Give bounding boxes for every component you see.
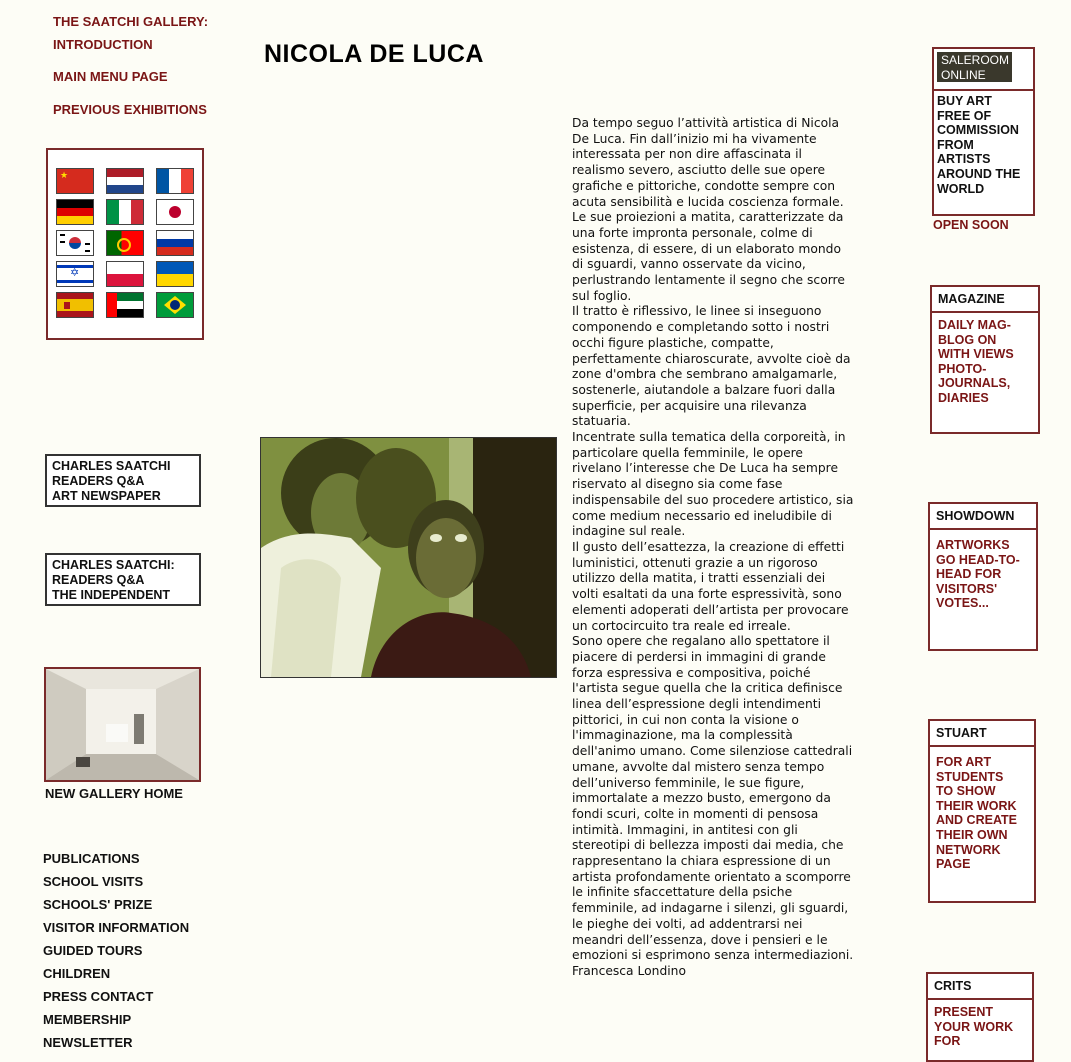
stuart-line: THEIR OWN — [936, 827, 1008, 842]
israel-flag-icon[interactable]: ✡ — [56, 261, 94, 287]
china-flag-icon[interactable]: ★ — [56, 168, 94, 194]
page-title: NICOLA DE LUCA — [264, 40, 484, 68]
box-line: CHARLES SAATCHI: — [52, 558, 175, 572]
saleroom-online-badge — [937, 52, 1012, 82]
poland-flag-icon[interactable] — [106, 261, 144, 287]
magazine-box[interactable] — [930, 285, 1040, 434]
showdown-line: HEAD FOR — [936, 567, 1002, 582]
crits-description[interactable] — [928, 1000, 1032, 1054]
stuart-line: AND CREATE — [936, 813, 1018, 828]
box-line: READERS Q&A — [52, 573, 145, 587]
uae-flag-icon[interactable] — [106, 292, 144, 318]
stuart-line: STUDENTS — [936, 769, 1004, 784]
magazine-line: DIARIES — [938, 390, 989, 405]
russia-flag-icon[interactable] — [156, 230, 194, 256]
link-press-contact[interactable]: PRESS CONTACT — [43, 989, 154, 1004]
magazine-line: WITH VIEWS — [938, 347, 1014, 362]
readers-qa-art-newspaper-box[interactable] — [45, 454, 201, 507]
stuart-heading: STUART — [930, 721, 1034, 747]
japan-flag-icon[interactable] — [156, 199, 194, 225]
link-school-visits[interactable]: SCHOOL VISITS — [43, 874, 144, 889]
saleroom-online-box[interactable] — [932, 47, 1035, 216]
magazine-heading: MAGAZINE — [932, 287, 1038, 313]
crits-box[interactable] — [926, 972, 1034, 1062]
germany-flag-icon[interactable] — [56, 199, 94, 225]
showdown-box[interactable] — [928, 502, 1038, 651]
link-guided-tours[interactable]: GUIDED TOURS — [43, 943, 143, 958]
south-korea-flag-icon[interactable] — [56, 230, 94, 256]
crits-line: YOUR WORK — [934, 1019, 1014, 1034]
language-flags-panel — [46, 148, 204, 340]
saleroom-line: FROM — [937, 137, 974, 152]
spain-flag-icon[interactable] — [56, 292, 94, 318]
brazil-flag-icon[interactable] — [156, 292, 194, 318]
stuart-line: NETWORK — [936, 842, 1001, 857]
italy-flag-icon[interactable] — [106, 199, 144, 225]
badge-line: ONLINE — [941, 68, 986, 82]
nav-main-menu[interactable]: MAIN MENU PAGE — [53, 69, 168, 84]
link-schools-prize[interactable]: SCHOOLS' PRIZE — [43, 897, 153, 912]
link-newsletter[interactable]: NEWSLETTER — [43, 1035, 133, 1050]
box-line: READERS Q&A — [52, 474, 145, 488]
crits-line: PRESENT — [934, 1005, 994, 1019]
saleroom-line: ARTISTS — [937, 152, 991, 167]
saleroom-description — [937, 94, 1020, 196]
link-visitor-information[interactable]: VISITOR INFORMATION — [43, 920, 190, 935]
stuart-line: THEIR WORK — [936, 798, 1017, 813]
badge-line: SALEROOM — [941, 53, 1010, 67]
saleroom-line: FREE OF — [937, 108, 992, 123]
magazine-line: DAILY MAG- — [938, 318, 1011, 332]
stuart-line: PAGE — [936, 857, 971, 872]
stuart-line: TO SHOW — [936, 784, 996, 799]
saleroom-line: BUY ART — [937, 94, 992, 108]
open-soon-label: OPEN SOON — [933, 218, 1009, 232]
box-line: ART NEWSPAPER — [52, 489, 161, 503]
showdown-line: ARTWORKS — [936, 538, 1010, 552]
showdown-heading: SHOWDOWN — [930, 504, 1036, 530]
crits-heading: CRITS — [928, 974, 1032, 1000]
readers-qa-independent-box[interactable] — [45, 553, 201, 606]
france-flag-icon[interactable] — [156, 168, 194, 194]
stuart-line: FOR ART — [936, 755, 992, 769]
crits-line: FOR — [934, 1034, 961, 1049]
saleroom-line: WORLD — [937, 181, 985, 196]
stuart-description[interactable] — [930, 747, 1034, 877]
magazine-description[interactable] — [932, 313, 1038, 411]
nav-saatchi-gallery[interactable]: THE SAATCHI GALLERY: — [53, 14, 209, 29]
showdown-line: VOTES... — [936, 596, 989, 611]
ukraine-flag-icon[interactable] — [156, 261, 194, 287]
new-gallery-home-image[interactable] — [44, 667, 201, 782]
link-membership[interactable]: MEMBERSHIP — [43, 1012, 132, 1027]
artwork-image — [260, 437, 557, 678]
box-line: THE INDEPENDENT — [52, 588, 171, 602]
saleroom-line: COMMISSION — [937, 123, 1019, 138]
magazine-line: PHOTO- — [938, 361, 987, 376]
portugal-flag-icon[interactable] — [106, 230, 144, 256]
magazine-line: JOURNALS, — [938, 376, 1011, 391]
link-publications[interactable]: PUBLICATIONS — [43, 851, 140, 866]
footer-links — [43, 851, 189, 1058]
nav-previous-exhibitions[interactable]: PREVIOUS EXHIBITIONS — [53, 102, 207, 117]
article-text: Da tempo seguo l’attività artistica di Nicola De Luca. Fin dall’inizio mi ha vivamente interessata per non dire affascinata il realismo severo, asciutto delle sue opere grafiche e pittoriche, condotte sempre con acuta sensibilità e lucida coscienza formale. Le sue proiezioni a matita, caratterizzate da una forte impronta personale, colme di esistenza, di essere, di un elaborato mondo di sguardi, vanno osservate da vicino, perlustrando lentamente il segno che scorre sul foglio. Il tratto è riflessivo, le linee si inseguono componendo e completando sotto i nostri occhi figure plastiche, compatte, perfettamente chiaroscurate, avvolte cioè da zone d'ombra che sembrano amalgamarle, sostenerle, aiutandole a balzare fuori dalla superficie, per acquisire una rilevanza statuaria. Incentrate sulla tematica della corporeità, in particolare quella femminile, le opere rivelano l’interesse che De Luca ha sempre riservato al disegno sia come fase indispensabile del suo procedere artistico, sia come medium necessario ed ineludibile di indagine sul reale. Il gusto dell’esattezza, la creazione di effetti luministici, ottenuti grazie a un rigoroso utilizzo della matita, i tratti essenziali dei volti esaltati da una forte espressività, sono elementi adoperati dell’artista per provocare un cortocircuito tra reale ed irreale. Sono opere che regalano allo spettatore il piacere di perdersi in immagini di grande forza espressiva e compositiva, poiché l'artista segue quella che la critica definisce linea dell’espressione degli intendimenti pittorici, in cui non conta la visione o l'immaginazione, ma la complessità dell'animo umano. Come silenziose cattedrali umane, avvolte dal mistero senza tempo dell’universo femminile, le sue figure, immortalate a mezzo busto, emergono da fondi scuri, colte in momenti di pensosa intimità. Immagini, in antitesi con gli stereotipi di bellezza imposti dai media, che rappresentano la chiara espressione di un artista profondamente orientato a scomporre le infinite sfaccettature della psiche femminile, ad indagarne i silenzi, gli sguardi, le pieghe dei volti, ad addentrarsi nei meandri dell’essenza, dove i pensieri e le emozioni si esprimono senza intermediazioni. Francesca Londino — [572, 116, 854, 978]
netherlands-flag-icon[interactable] — [106, 168, 144, 194]
stuart-box[interactable] — [928, 719, 1036, 903]
showdown-line: VISITORS' — [936, 581, 998, 596]
nav-introduction[interactable]: INTRODUCTION — [53, 37, 153, 52]
showdown-description[interactable] — [930, 530, 1036, 616]
link-children[interactable]: CHILDREN — [43, 966, 111, 981]
new-gallery-home-link[interactable]: NEW GALLERY HOME — [45, 786, 183, 801]
showdown-line: GO HEAD-TO- — [936, 552, 1020, 567]
magazine-line: BLOG ON — [938, 332, 997, 347]
saleroom-line: AROUND THE — [937, 166, 1021, 181]
box-line: CHARLES SAATCHI — [52, 459, 171, 473]
